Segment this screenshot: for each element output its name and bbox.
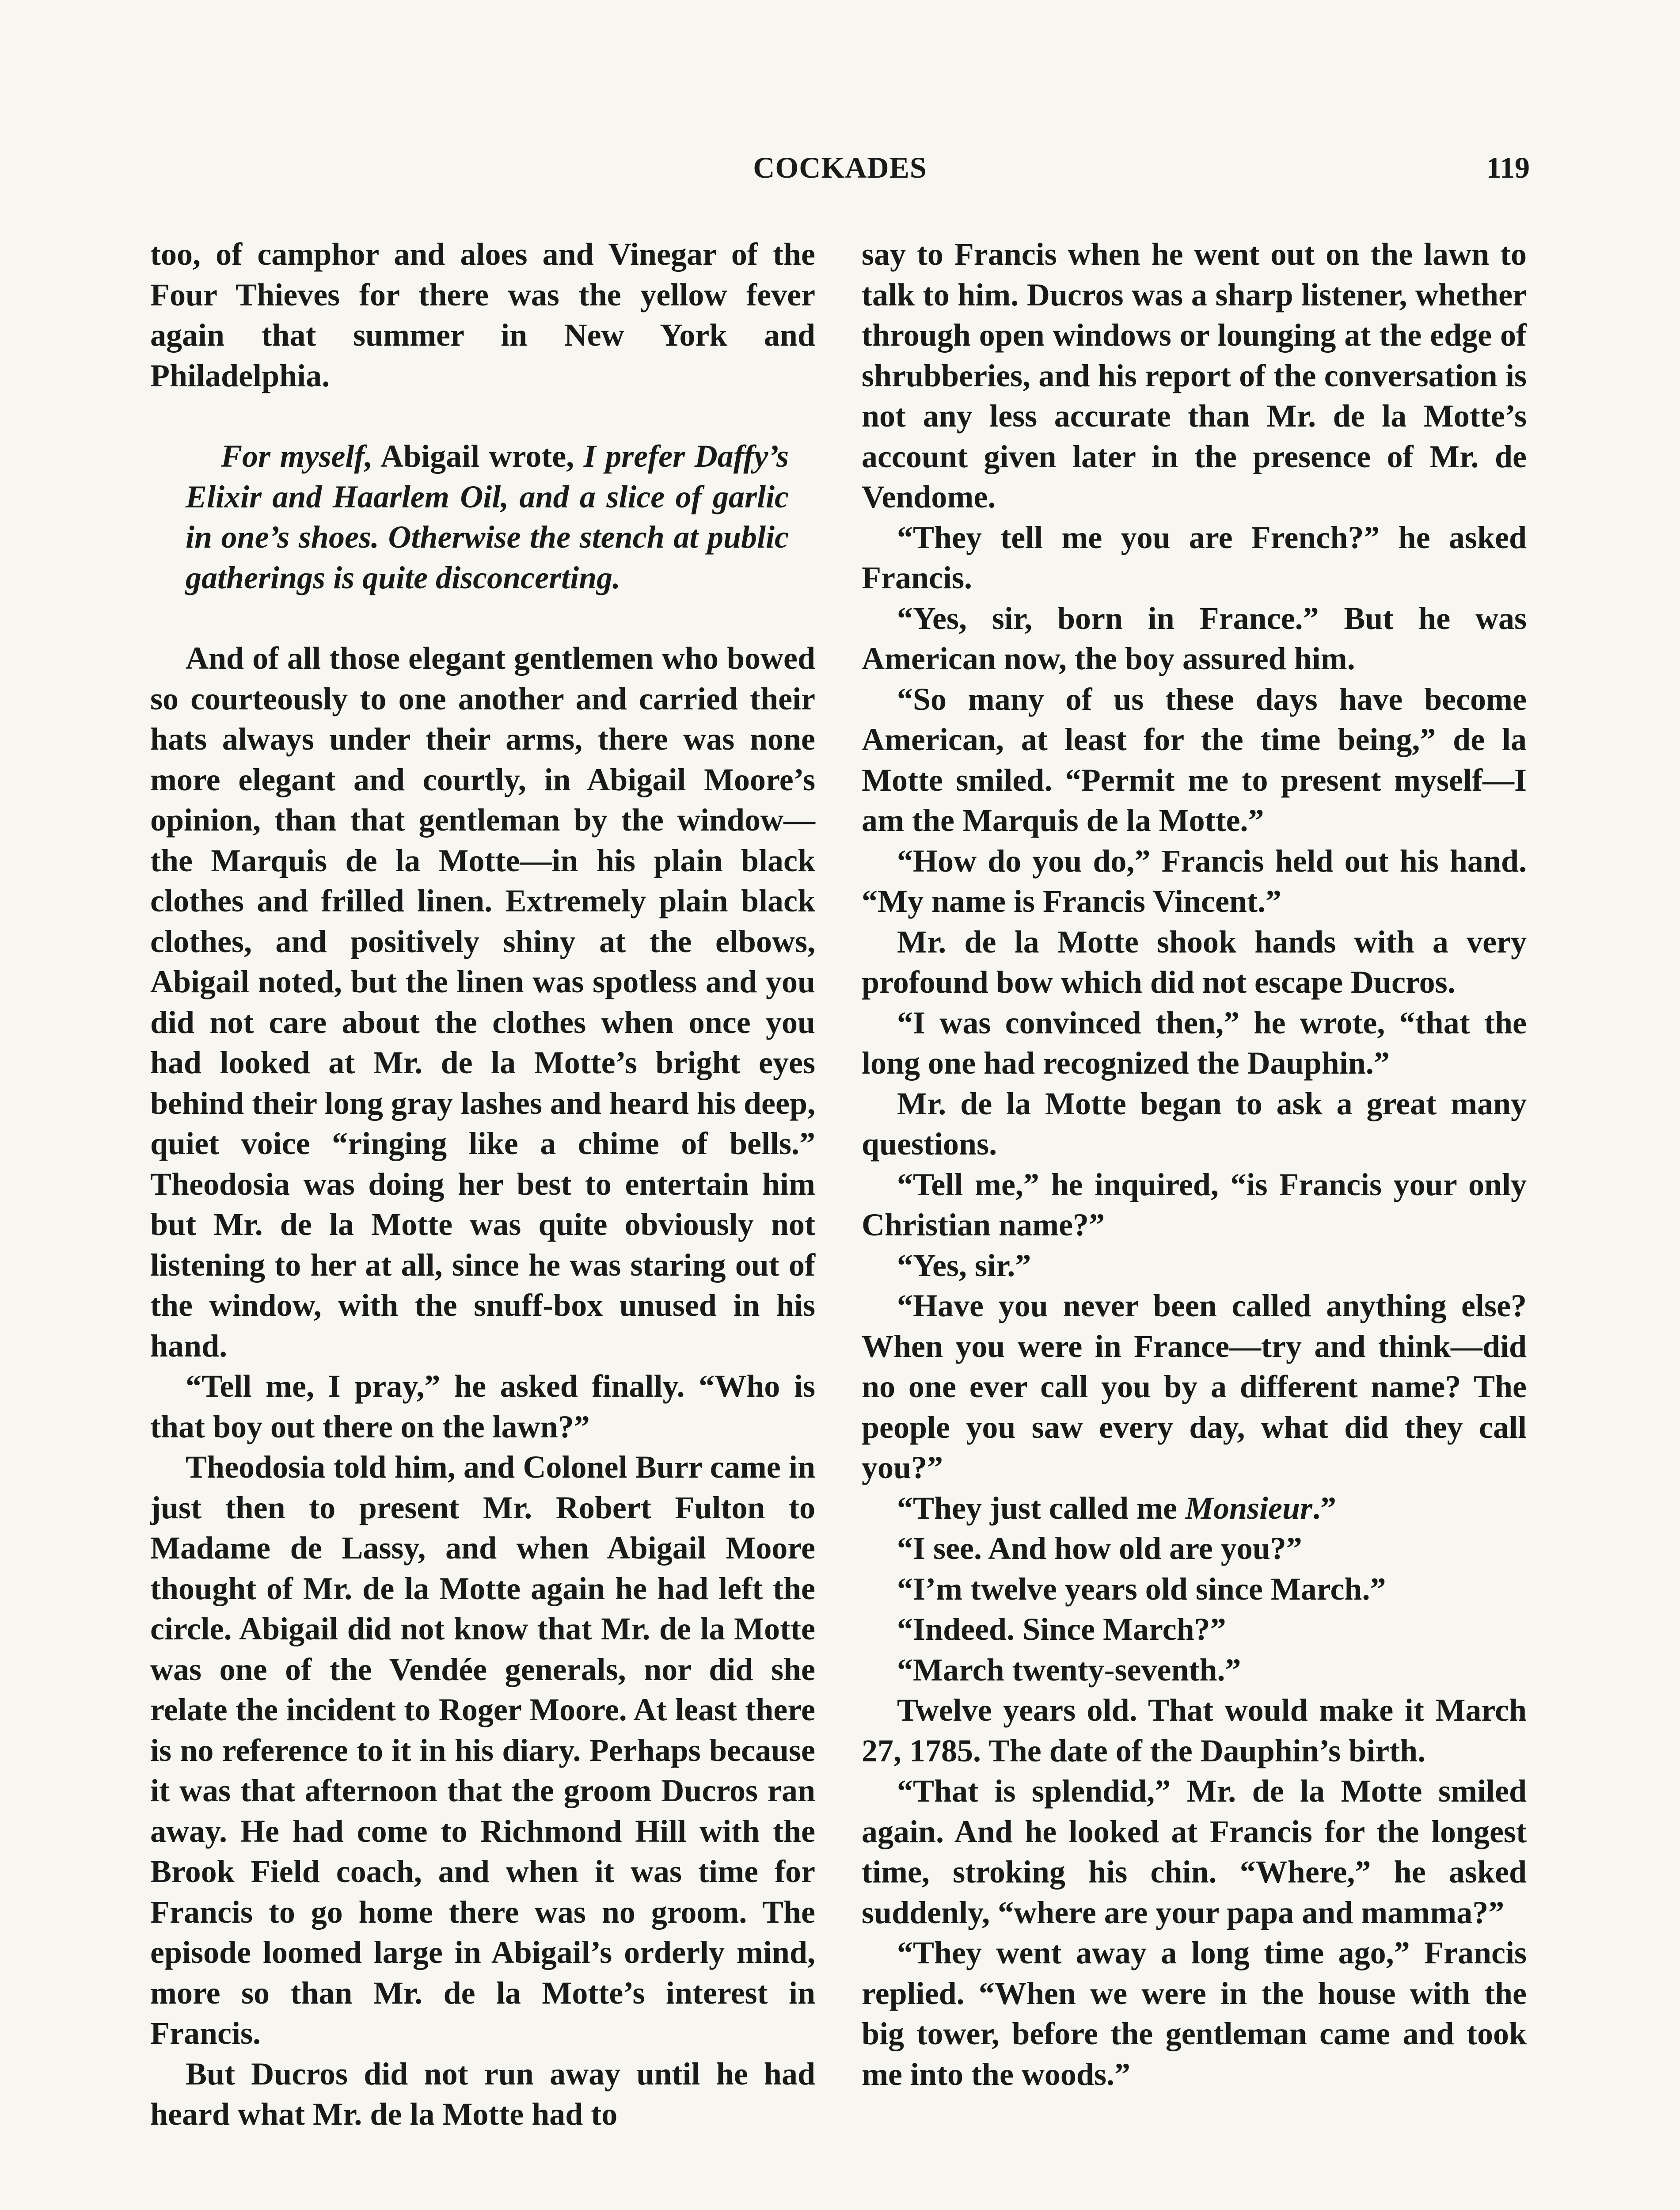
running-title: COCKADES [753,151,927,184]
paragraph: Mr. de la Motte shook hands with a very profound bow which did not escape Ducros. [862,924,1527,1000]
paragraph: And of all those elegant gentlemen who bowed so courteously to one another and carried their hats always under their arms, there was none more elegant and courtly, in Abigail Moore’s opinion, than that gentleman by the window—the Marquis de la Motte—in his plain black clothes and frilled linen. Extremely plain black clothes, and positively shiny at the elbows, Abigail noted, but the linen was spotless and you did not care about the clothes when once you had looked at Mr. de la Motte’s bright eyes behind their long gray lashes and heard his deep, quiet voice “ringing like a chime of bells.” Theodosia was doing her best to entertain him but Mr. de la Motte was quite obviously not listening to her at all, since he was staring out of the window, with the snuff-box unused in his hand. [150,640,815,1364]
paragraph: Mr. de la Motte began to ask a great many questions. [862,1086,1527,1162]
paragraph: “I see. And how old are you?” [897,1531,1302,1566]
quote-attribution: Abigail wrote, [372,438,584,474]
paragraph: “They tell me you are French?” he asked Francis. [862,519,1527,595]
page-number: 119 [1486,151,1530,184]
paragraph: “I was convinced then,” he wrote, “that the long one had recognized the Dauphin.” [862,1005,1527,1081]
block-quote [150,436,815,598]
paragraph: “They went away a long time ago,” Francis replied. “When we were in the house with the big tower, before the gentleman came and took me into the woods.” [862,1935,1527,2092]
paragraph: “Yes, sir, born in France.” But he was American now, the boy assured him. [862,600,1527,676]
running-head [150,150,1530,203]
paragraph: “Have you never been called anything else? When you were in France—try and think—did no one ever call you by a different name? The people you saw every day, what did they call you?” [862,1288,1527,1485]
paragraph: “How do you do,” Francis held out his hand. “My name is Francis Vincent.” [862,843,1527,919]
paragraph: Twelve years old. That would make it March 27, 1785. The date of the Dauphin’s birth. [862,1692,1527,1768]
left-column [150,234,815,2135]
italic-word: Monsieur [1185,1490,1313,1526]
paragraph: But Ducros did not run away until he had heard what Mr. de la Motte had to [150,2056,815,2132]
right-column [862,234,1527,2095]
dialogue-text: .” [1312,1490,1337,1526]
paragraph: “March twenty-seventh.” [897,1652,1241,1688]
paragraph: “Yes, sir.” [897,1247,1031,1283]
paragraph: “Indeed. Since March?” [897,1612,1226,1647]
paragraph: “That is splendid,” Mr. de la Motte smiled again. And he looked at Francis for the longest time, stroking his chin. “Where,” he asked suddenly, “where are your papa and mamma?” [862,1773,1527,1930]
paragraph: “I’m twelve years old since March.” [897,1571,1386,1607]
paragraph: “Tell me, I pray,” he asked finally. “Who is that boy out there on the lawn?” [150,1368,815,1444]
paragraph: “So many of us these days have become American, at least for the time being,” de la Motte smiled. “Permit me to present myself—I am the Marquis de la Motte.” [862,681,1527,838]
quote-text: I prefer Daffy’s Elixir and Haarlem Oil, and a slice of garlic in one’s shoes. Otherwise the stench at public gatherings is quite disconcerting. [186,438,789,595]
paragraph: say to Francis when he went out on the lawn to talk to him. Ducros was a sharp listener, whether through open windows or lounging at the edge of shrubberies, and his report of the conversation is not any less accurate than Mr. de la Motte’s account given later in the presence of Mr. de Vendome. [862,236,1527,514]
paragraph: “Tell me,” he inquired, “is Francis your only Christian name?” [862,1166,1527,1242]
paragraph: too, of camphor and aloes and Vinegar of the Four Thieves for there was the yellow fever again that summer in New York and Philadelphia. [150,236,815,393]
dialogue-text: “They just called me [897,1490,1185,1526]
paragraph: Theodosia told him, and Colonel Burr came in just then to present Mr. Robert Fulton to Madame de Lassy, and when Abigail Moore thought of Mr. de la Motte again he had left the circle. Abigail did not know that Mr. de la Motte was one of the Vendée generals, nor did she relate the incident to Roger Moore. At least there is no reference to it in his diary. Perhaps because it was that afternoon that the groom Ducros ran away. He had come to Richmond Hill with the Brook Field coach, and when it was time for Francis to go home there was no groom. The episode loomed large in Abigail’s orderly mind, more so than Mr. de la Motte’s interest in Francis. [150,1449,815,2051]
paragraph [862,1488,1527,1529]
quote-lead: For myself, [221,438,373,474]
